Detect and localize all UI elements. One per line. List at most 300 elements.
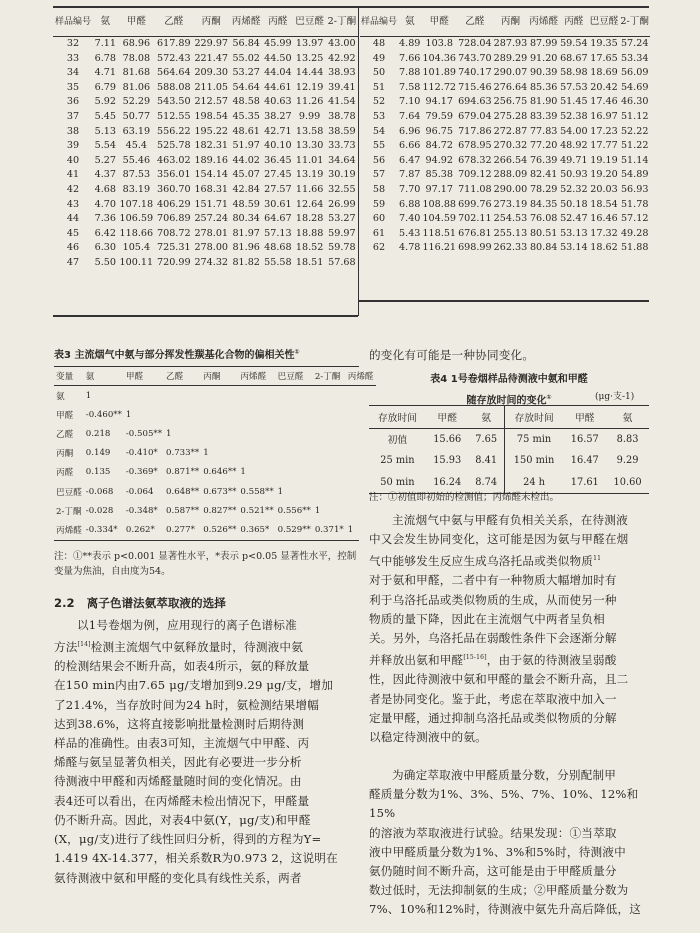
table-row	[53, 198, 358, 213]
table-row	[360, 183, 650, 198]
table-cell: 525.78	[157, 140, 191, 152]
table-cell: 52	[372, 96, 386, 108]
table-cell: 57.12	[620, 213, 649, 225]
table-cell: 20.03	[590, 183, 618, 195]
table-cell: 56	[372, 154, 386, 166]
table-cell: 52.47	[560, 213, 588, 225]
table-cell: 53.34	[620, 52, 649, 64]
table-cell: 7.58	[399, 81, 421, 93]
table-cell: 84.72	[425, 140, 453, 152]
table-cell: 50	[372, 67, 386, 79]
table-cell: 588.08	[157, 81, 191, 93]
table-cell: 564.64	[157, 67, 191, 79]
table-cell: 59	[372, 198, 386, 210]
text-line: 样品的准确性。由表3可知，主流烟气中甲醛、丙	[54, 736, 310, 751]
table-cell: 104.59	[422, 213, 457, 225]
table-cell: 6.78	[94, 52, 116, 64]
text-line: 氨待测液中氨和甲醛的变化具有线性关系，两者	[54, 870, 302, 885]
table-cell: 16.46	[590, 213, 618, 225]
citation: 11	[593, 555, 602, 563]
table-cell: 254.53	[493, 213, 528, 225]
table-cell: 151.71	[194, 198, 229, 210]
table-cell: 43.00	[328, 38, 356, 49]
text-line: 7%、10%和12%时，待测液中氨先升高后降低，这	[369, 902, 642, 917]
top-table-right	[360, 8, 650, 256]
table-row	[360, 81, 650, 96]
table-cell: 50.93	[560, 169, 588, 181]
table-cell: 4.89	[399, 38, 421, 49]
table-cell: 78.29	[529, 183, 558, 195]
table-cell: 42	[66, 183, 80, 195]
table-cell: 44.61	[264, 81, 292, 93]
table-cell: -0.064	[125, 486, 154, 497]
table-cell: 24 h	[504, 472, 563, 494]
table-row	[54, 444, 376, 463]
table-cell: 17.61	[570, 476, 599, 488]
table4-caption-line2: 随存放时间的变化	[466, 395, 547, 407]
table-cell: 17.23	[590, 125, 618, 137]
table-cell: 112.72	[422, 81, 457, 93]
text-line: 中又会发生协同变化，这可能是因为氨与甲醛在烟	[369, 532, 629, 547]
table-cell: 97.17	[425, 183, 453, 195]
table-cell: 278.01	[194, 227, 229, 239]
table-cell: 30.19	[328, 169, 356, 181]
table-row	[360, 125, 650, 140]
column-header: 乙醛	[457, 8, 493, 37]
table-cell: 195.22	[194, 125, 229, 137]
table-cell: 81.96	[232, 242, 260, 254]
table-cell: 108.88	[422, 198, 457, 210]
table-cell	[276, 463, 313, 482]
table4	[369, 405, 649, 494]
table-cell: 45.4	[125, 140, 148, 152]
table-cell: 40	[66, 154, 80, 166]
table-row	[360, 168, 650, 183]
text-line: 者是协同变化。鉴于此，考虑在萃取液中加入一	[369, 691, 617, 706]
table-row	[360, 139, 650, 154]
table-cell: 43	[66, 198, 80, 210]
table-cell	[238, 405, 275, 424]
table-row	[53, 227, 358, 242]
table-cell: 18.28	[295, 213, 324, 225]
table-row	[53, 139, 358, 154]
table-cell: 52.22	[620, 125, 649, 137]
table-cell: 35	[66, 81, 80, 93]
table-cell: 53.13	[560, 227, 588, 239]
table-cell: 287.93	[493, 38, 528, 49]
table-cell: 81.82	[232, 256, 260, 268]
table-cell: 37	[66, 110, 80, 122]
table-cell: 20.42	[590, 81, 618, 93]
table-cell: 118.51	[422, 227, 457, 239]
table-cell: 104.36	[422, 52, 457, 64]
column-header: 巴豆醛	[276, 367, 313, 386]
text-line: 对于氨和甲醛，二者中有一种物质大幅增加时有	[369, 573, 617, 588]
table-cell: 678.95	[458, 140, 492, 152]
table-cell: 18.88	[295, 227, 324, 239]
table-cell: 27.57	[264, 183, 292, 195]
table-cell: 278.00	[194, 242, 229, 254]
table-cell: 168.31	[194, 183, 229, 195]
column-header: 甲醛	[421, 8, 457, 37]
table-cell: 406.29	[157, 198, 191, 210]
table-cell: 16.97	[590, 110, 618, 122]
table-cell: 198.54	[194, 110, 229, 122]
table-row	[53, 154, 358, 169]
table-cell: 1	[314, 505, 321, 516]
table-row	[53, 183, 358, 198]
table-cell: 氨	[56, 391, 65, 402]
table-cell: 8.83	[616, 433, 639, 445]
table-cell: 34	[66, 67, 80, 79]
table-cell: 101.89	[422, 67, 457, 79]
table-cell: 51.22	[620, 140, 649, 152]
table-cell: 94.92	[425, 154, 453, 166]
table-cell: 57.24	[620, 38, 649, 49]
table-cell: 725.31	[157, 242, 191, 254]
text-line: 醛质量分数为1%、3%、5%、7%、10%、12%和15%	[369, 787, 639, 821]
right-body-paragraph-2	[369, 766, 651, 920]
table-cell: 80.34	[232, 213, 260, 225]
table-cell: 290.07	[493, 67, 528, 79]
table-cell: 丙酮	[56, 449, 74, 460]
table-cell: 53.27	[232, 67, 260, 79]
table-row	[360, 37, 650, 52]
table-cell: 0.365*	[240, 524, 270, 535]
text-line: 并释放出氨和甲醛[15-16]，由于氨的待测液呈弱酸	[369, 653, 617, 668]
table-cell: 556.22	[157, 125, 191, 137]
table-row	[360, 95, 650, 110]
table-cell: 32.55	[328, 183, 356, 195]
table-row	[54, 463, 376, 482]
table-cell: 266.54	[493, 154, 528, 166]
table-cell: 42.92	[328, 52, 356, 64]
table-cell: -0.505**	[125, 428, 163, 439]
table-cell: 44	[66, 213, 80, 225]
table4-caption-mark: ①	[546, 394, 552, 401]
table-cell: 5.27	[94, 154, 116, 166]
table-row	[54, 405, 376, 424]
table3-caption	[54, 346, 374, 361]
table-cell: 740.17	[458, 67, 492, 79]
table-cell: -0.369*	[125, 467, 158, 478]
table-row	[360, 227, 650, 242]
text-line: 液中甲醛质量分数为1%、3%和5%时，待测液中	[369, 844, 626, 859]
table-cell: 60	[372, 213, 386, 225]
table-cell: 702.11	[458, 213, 492, 225]
table-cell: 1	[277, 486, 284, 497]
table-row	[360, 110, 650, 125]
section-heading	[54, 595, 226, 611]
table-cell: 257.24	[194, 213, 229, 225]
table-row	[53, 52, 358, 67]
column-header: 2-丁酮	[313, 367, 346, 386]
table-cell: 4.71	[94, 67, 116, 79]
table-cell: 5.13	[94, 125, 116, 137]
table-cell: 512.55	[157, 110, 191, 122]
table-cell: 50.77	[122, 110, 151, 122]
table-cell: 7.10	[399, 96, 421, 108]
table-cell: 38.59	[328, 125, 356, 137]
table-cell	[313, 424, 346, 443]
table-cell: 212.57	[194, 96, 229, 108]
table-cell	[276, 444, 313, 463]
table-cell: 0.371*	[314, 524, 344, 535]
column-header: 丙醛	[262, 8, 293, 37]
section-title: 离子色谱法氨萃取液的选择	[86, 596, 226, 610]
table-cell: 8.41	[475, 455, 498, 467]
table-row	[360, 198, 650, 213]
text-line: 气中能够发生反应生成乌洛托品或类似物质$^{11}$	[369, 554, 602, 569]
column-header: 甲醛	[426, 406, 469, 428]
table-cell: 76.39	[529, 154, 558, 166]
table-cell: 63.19	[122, 125, 151, 137]
text-line: 达到38.6%，这将直接影响批量检测时后期待测	[54, 716, 305, 731]
table-cell: 39.41	[328, 81, 356, 93]
table-cell: 48.58	[232, 96, 260, 108]
table-cell: 51	[372, 81, 386, 93]
table-cell: 10.60	[613, 476, 642, 488]
text-line: 的检测结果会不断升高，如表4所示，氨的释放量	[54, 659, 310, 674]
table-cell: 272.87	[493, 125, 528, 137]
table-cell: 154.14	[194, 169, 229, 181]
table-cell: 6.66	[399, 140, 421, 152]
table-cell: 256.75	[493, 96, 528, 108]
table-cell: 17.46	[590, 96, 618, 108]
table-row	[54, 424, 376, 443]
table-cell: 116.21	[422, 242, 457, 254]
table-cell: 乙醛	[56, 429, 74, 440]
table-cell: 42.71	[264, 125, 292, 137]
table-cell: 694.63	[458, 96, 492, 108]
table-cell: 62	[372, 242, 386, 254]
table-cell: 5.45	[94, 110, 116, 122]
table-cell: 6.79	[94, 81, 116, 93]
table-cell: 107.18	[119, 198, 154, 210]
text-line: 为确定萃取液中甲醛质量分数，分别配制甲	[392, 768, 617, 782]
table-cell: 0.646**	[203, 467, 237, 478]
column-header: 巴豆醛	[589, 8, 620, 37]
table-cell	[276, 424, 313, 443]
column-header: 甲醛	[118, 8, 155, 37]
table-cell: 19.20	[590, 169, 618, 181]
table-cell: 51.88	[620, 242, 649, 254]
table-cell: 11.66	[295, 183, 324, 195]
table-cell: 76.08	[529, 213, 558, 225]
table-cell	[124, 386, 164, 406]
table-cell: 676.81	[458, 227, 492, 239]
column-header: 甲醛	[563, 406, 606, 428]
table-cell: 79.59	[425, 110, 453, 122]
table-cell: 丙烯醛	[56, 525, 82, 536]
table-cell: 0.827**	[203, 505, 237, 516]
text-line: 氨仍随时间不断升高，这可能是由于甲醛质量分	[369, 864, 617, 879]
table-cell: 9.99	[298, 110, 321, 122]
table-cell: 0.218	[85, 428, 111, 439]
table-cell: 84.35	[529, 198, 558, 210]
table-row	[53, 66, 358, 81]
table-cell: 13.58	[295, 125, 324, 137]
table-cell: 720.99	[157, 256, 191, 268]
table-cell: 51.97	[232, 140, 260, 152]
table-row	[54, 386, 376, 406]
table-cell: 0.521**	[240, 505, 274, 516]
table-cell: 48.61	[232, 125, 260, 137]
table-cell: 221.47	[194, 52, 229, 64]
table-cell: 51.14	[620, 154, 649, 166]
table-cell: 57.13	[264, 227, 292, 239]
table-cell: 7.66	[399, 52, 421, 64]
table-cell: 360.70	[157, 183, 191, 195]
text-line: 以稳定待测液中的氨。	[369, 729, 487, 744]
top-table-left	[53, 8, 358, 271]
table-cell: 189.16	[194, 154, 229, 166]
right-body-paragraph-1	[369, 511, 651, 747]
table-cell: 7.65	[475, 433, 498, 445]
table-row	[53, 110, 358, 125]
table-cell	[313, 463, 346, 482]
table-cell: 68.67	[560, 52, 588, 64]
column-header: 乙醛	[155, 8, 192, 37]
table-cell: 30.61	[264, 198, 292, 210]
table-cell: 53.27	[328, 213, 356, 225]
table-cell: 18.69	[590, 67, 618, 79]
table-cell: 288.09	[493, 169, 528, 181]
table-cell: 27.45	[264, 169, 292, 181]
table-cell: 7.87	[399, 169, 421, 181]
table-cell: 丙醛	[56, 468, 74, 479]
table-cell: 54.64	[232, 81, 260, 93]
table-cell: 543.50	[157, 96, 191, 108]
table-cell: 0.526**	[203, 524, 237, 535]
table-cell: 33.73	[328, 140, 356, 152]
table-cell: 48	[372, 38, 386, 49]
table-cell: 44.02	[232, 154, 260, 166]
table-cell: 706.89	[157, 213, 191, 225]
table3-note: 注：①**表示 p<0.001 显著性水平，*表示 p<0.05 显著性水平，控制变量为焦油，自由度为54。	[54, 551, 357, 577]
table-row	[53, 81, 358, 96]
table-cell: 55	[372, 140, 386, 152]
table-cell: 5.50	[94, 256, 116, 268]
table-cell: 32	[66, 38, 80, 49]
table-cell: 81.68	[122, 67, 151, 79]
table-cell	[238, 386, 275, 406]
text-line: 1.419 4X-14.377，相关系数R为0.973 2，这说明在	[54, 851, 338, 866]
table-cell: 59.97	[328, 227, 356, 239]
table-cell: 75 min	[504, 428, 563, 450]
table-cell: 708.72	[157, 227, 191, 239]
table-cell: 80.51	[529, 227, 558, 239]
table-cell: 87.99	[529, 38, 558, 49]
table-row	[360, 212, 650, 227]
text-line: 仍不断升高。因此，对表4中氨(Y，μg/支)和甲醛	[54, 812, 311, 827]
table-row	[54, 482, 376, 501]
table-row	[54, 501, 376, 520]
table-cell: 85.36	[529, 81, 558, 93]
table-cell: 56.09	[620, 67, 649, 79]
table-cell: 56.93	[620, 183, 649, 195]
text-line: 以1号卷烟为例，应用现行的离子色谱标准	[77, 618, 297, 632]
table-cell: 19.19	[590, 154, 618, 166]
column-header: 丙酮	[493, 8, 529, 37]
table-cell: 1	[166, 428, 172, 439]
table-cell: 54.69	[620, 81, 649, 93]
table4-header-row	[369, 406, 649, 428]
table-cell: 56.84	[232, 38, 260, 49]
table-cell: 679.04	[458, 110, 492, 122]
table-cell: 4.68	[94, 183, 116, 195]
table-cell: 51.78	[620, 198, 649, 210]
table-cell: 48.59	[232, 198, 260, 210]
citation: [14]	[77, 641, 91, 649]
table-row	[53, 125, 358, 140]
column-header: 变量	[54, 367, 84, 386]
text-line: 方法[14]检测主流烟气中氨释放量时，待测液中氨	[54, 640, 304, 655]
table-row	[360, 241, 650, 256]
column-header: 2-丁酮	[326, 8, 358, 37]
column-header: 丙烯醛	[528, 8, 559, 37]
column-header: 氨	[398, 8, 421, 37]
table-cell: 40.10	[264, 140, 292, 152]
table-cell	[201, 386, 238, 406]
table-cell: 46.30	[620, 96, 649, 108]
table-cell: 105.4	[122, 242, 151, 254]
table-cell: 58	[372, 183, 386, 195]
table-cell: 25 min	[380, 455, 415, 467]
table-cell	[238, 424, 275, 443]
table-cell: 17.77	[590, 140, 618, 152]
table-cell: 4.70	[94, 198, 116, 210]
table-cell: 33	[66, 52, 80, 64]
column-header: 丙烯醛	[238, 367, 275, 386]
table-cell: 274.32	[194, 256, 229, 268]
table-cell: 106.59	[119, 213, 154, 225]
table-cell: 16.57	[570, 433, 599, 445]
table3	[54, 366, 374, 541]
table-cell: 7.36	[94, 213, 116, 225]
text-line: 待测液中甲醛和丙烯醛量随时间的变化情况。由	[54, 774, 302, 789]
table-cell: 38	[66, 125, 80, 137]
table-cell: 36.45	[264, 154, 292, 166]
text-line: 定量甲醛，通过抑制乌洛托品或类似物质的分解	[369, 710, 617, 725]
table-cell: 1	[240, 467, 246, 478]
table-cell: 52.38	[560, 110, 588, 122]
table3-grid	[54, 367, 376, 540]
table-cell: 11.01	[295, 154, 324, 166]
column-header: 丙酮	[201, 367, 238, 386]
table-cell: 14.44	[295, 67, 324, 79]
table-cell: 276.64	[493, 81, 528, 93]
left-body-paragraph	[54, 616, 359, 888]
table-cell: 699.76	[458, 198, 492, 210]
table-cell: 4.37	[94, 169, 116, 181]
table-cell: 709.12	[458, 169, 492, 181]
table-cell: 0.558**	[240, 486, 274, 497]
table-cell: 6.30	[94, 242, 116, 254]
table-cell: 50 min	[380, 476, 415, 488]
text-line: 的溶液为萃取液进行试验。结果发现：①当萃取	[369, 825, 617, 840]
text-line: 了21.4%，当存放时间为24 h时，氨检测结果增幅	[54, 697, 320, 712]
table-cell: 463.02	[157, 154, 191, 166]
table-cell: 26.99	[328, 198, 356, 210]
table-cell	[201, 405, 238, 424]
table-cell: 83.19	[122, 183, 151, 195]
table-cell: 38.78	[328, 110, 356, 122]
table-cell: 12.64	[295, 198, 324, 210]
column-header: 丙醛	[559, 8, 588, 37]
table-cell: 0.733**	[166, 448, 200, 459]
table-cell: 678.32	[458, 154, 492, 166]
